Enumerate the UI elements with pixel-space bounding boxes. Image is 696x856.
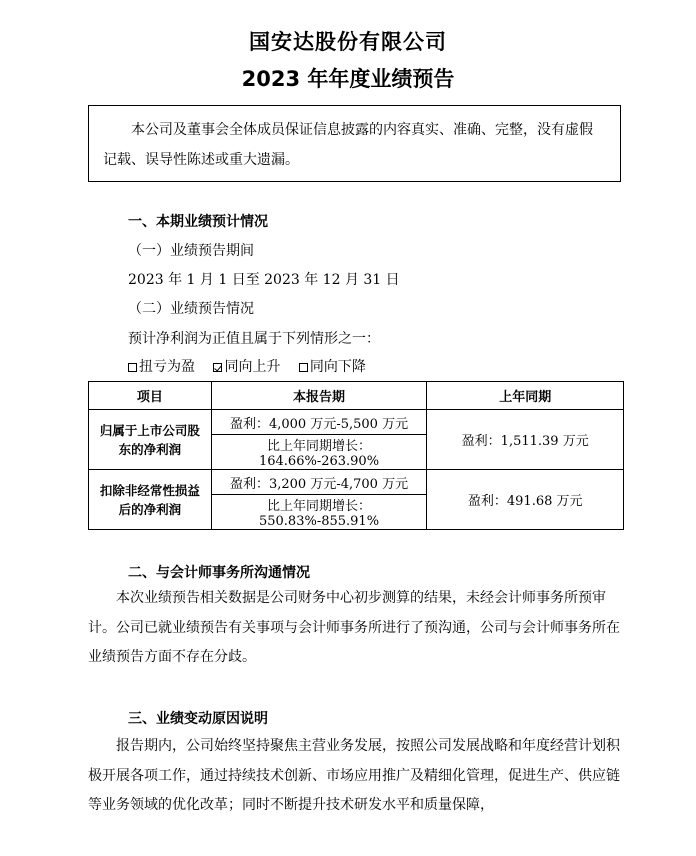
section1-heading: 一、本期业绩预计情况 — [128, 214, 268, 230]
current-profit: 盈利：3,200 万元-4,700 万元 — [211, 470, 427, 495]
prior-profit: 盈利：491.68 万元 — [427, 470, 624, 530]
option-increase: 同向上升 — [213, 356, 280, 376]
checkbox-icon — [299, 363, 308, 372]
prior-profit: 盈利：1,511.39 万元 — [427, 410, 624, 470]
disclaimer-text: 本公司及董事会全体成员保证信息披露的内容真实、准确、完整，没有虚假记载、误导性陈述或重大遗漏。 — [103, 122, 593, 168]
option-decrease: 同向下降 — [299, 356, 366, 376]
forecast-options — [128, 356, 380, 376]
row-item: 归属于上市公司股 东的净利润 — [89, 410, 212, 470]
section1-sub1: （一）业绩预告期间 — [128, 243, 254, 259]
current-growth: 比上年同期增长：164.66%-263.90% — [211, 435, 427, 470]
checked-checkbox-icon — [213, 363, 222, 372]
document-title: 2023 年年度业绩预告 — [241, 67, 455, 91]
section1-sub2: （二）业绩预告情况 — [128, 301, 254, 317]
forecast-period: 2023 年 1 月 1 日至 2023 年 12 月 31 日 — [128, 272, 400, 288]
forecast-intro: 预计净利润为正值且属于下列情形之一： — [128, 331, 380, 347]
header-prior: 上年同期 — [427, 382, 624, 410]
current-growth: 比上年同期增长：550.83%-855.91% — [211, 495, 427, 530]
table-row — [89, 470, 624, 495]
section2-body: 本次业绩预告相关数据是公司财务中心初步测算的结果，未经会计师事务所预审计。公司已就业绩预告有关事项与会计师事务所进行了预沟通，公司与会计师事务所在业绩预告方面不存在分歧。 — [88, 590, 620, 665]
header-current: 本报告期 — [211, 382, 427, 410]
option-turnaround: 扭亏为盈 — [128, 356, 195, 376]
section3-heading: 三、业绩变动原因说明 — [128, 711, 268, 727]
table-header-row — [89, 382, 624, 410]
performance-table — [88, 381, 624, 530]
row-item: 扣除非经常性损益 后的净利润 — [89, 470, 212, 530]
current-profit: 盈利：4,000 万元-5,500 万元 — [211, 410, 427, 435]
section3-body: 报告期内，公司始终坚持聚焦主营业务发展，按照公司发展战略和年度经营计划积极开展各项工作，通过持续技术创新、市场应用推广及精细化管理，促进生产、供应链等业务领域的优化改革；同时不断提升技术研发水平和质量保障， — [88, 738, 620, 813]
company-name: 国安达股份有限公司 — [249, 30, 447, 54]
header-item: 项目 — [89, 382, 212, 410]
table-row — [89, 410, 624, 435]
disclaimer-box — [88, 105, 621, 182]
checkbox-icon — [128, 363, 137, 372]
section2-heading: 二、与会计师事务所沟通情况 — [128, 565, 310, 581]
